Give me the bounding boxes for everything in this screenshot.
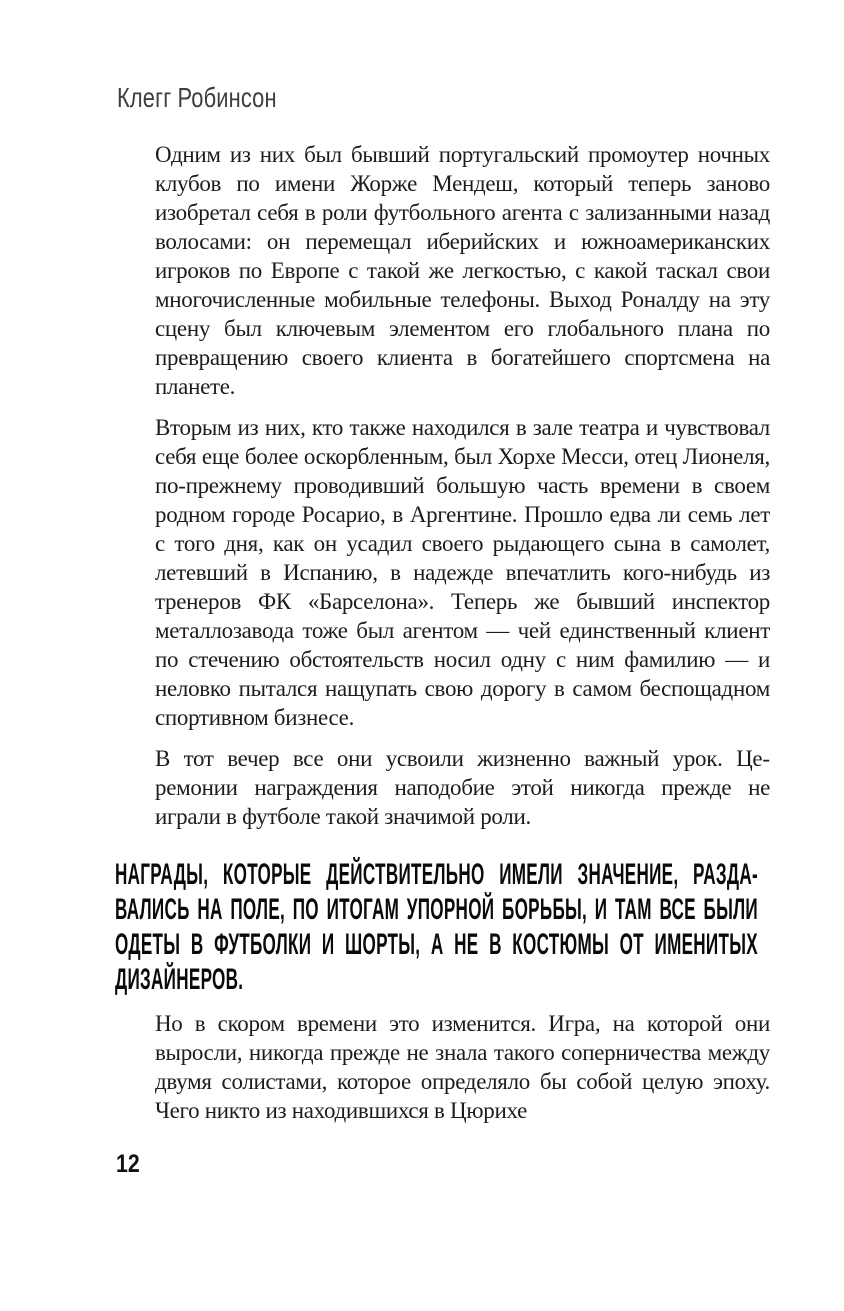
body-paragraph-4: Но в скором времени это изменится. Игра, на которой они выросли, никогда прежде не знала такого соперничества между двумя солистами, которое определяло бы собой целую эпоху. Чего никто из находившихся в Цюрихе bbox=[155, 1011, 770, 1123]
page-number-text: 12 bbox=[116, 1150, 140, 1178]
subhead-line-1: НАГРАДЫ, КОТОРЫЕ ДЕЙСТВИТЕЛЬНО ИМЕЛИ ЗНАЧЕНИЕ, РАЗДА- bbox=[115, 858, 758, 891]
page-content bbox=[115, 140, 770, 1125]
body-paragraph-3: В тот вечер все они усвоили жизненно важный урок. Церемонии награждения наподобие этой никогда прежде не играли в футболе такой значимой роли. bbox=[155, 746, 770, 829]
subhead-line-4: ДИЗАЙНЕРОВ. bbox=[115, 963, 244, 996]
page-number bbox=[116, 1150, 144, 1178]
body-paragraph-2: Вторым из них, кто также находился в зале театра и чувствовал себя еще более оскорбленным, был Хорхе Месси, отец Лионеля, по-прежнему проводивший большую часть времени в своем родном городе Росарио, в Аргентине. Прошло едва ли семь лет с того дня, как он усадил своего рыдающего сына в самолет, летевший в Испанию, в надежде впечатлить кого-нибудь из тренеров ФК «Барселона». Теперь же бывший инспектор металлозавода тоже был агентом — чей единственный клиент по стечению обстоятельств носил одну с ним фамилию — и неловко пытался нащупать свою дорогу в самом беспощадном спортивном бизнесе. bbox=[155, 415, 770, 730]
body-paragraph-1: Одним из них был бывший португальский промоутер ночных клубов по имени Жорже Мендеш, который теперь заново изобретал себя в роли футбольного агента с зализанными назад волосами: он перемещал иберийских и южноамериканских игроков по Европе с такой же легкостью, с какой таскал свои многочисленные мобильные телефоны. Выход Роналду на эту сцену был ключевым элементом его глобального плана по превращению своего клиента в богатейшего спортсмена на планете. bbox=[155, 142, 770, 399]
subhead-line-3: ОДЕТЫ В ФУТБОЛКИ И ШОРТЫ, А НЕ В КОСТЮМЫ ОТ ИМЕНИТЫХ bbox=[115, 928, 758, 961]
running-header-text: Клегг Робинсон bbox=[117, 82, 277, 113]
running-header bbox=[117, 82, 322, 116]
section-subhead-text bbox=[115, 857, 758, 997]
subhead-line-2: ВАЛИСЬ НА ПОЛЕ, ПО ИТОГАМ УПОРНОЙ БОРЬБЫ, И ТАМ ВСЕ БЫЛИ bbox=[115, 893, 758, 926]
section-subhead bbox=[115, 857, 770, 997]
